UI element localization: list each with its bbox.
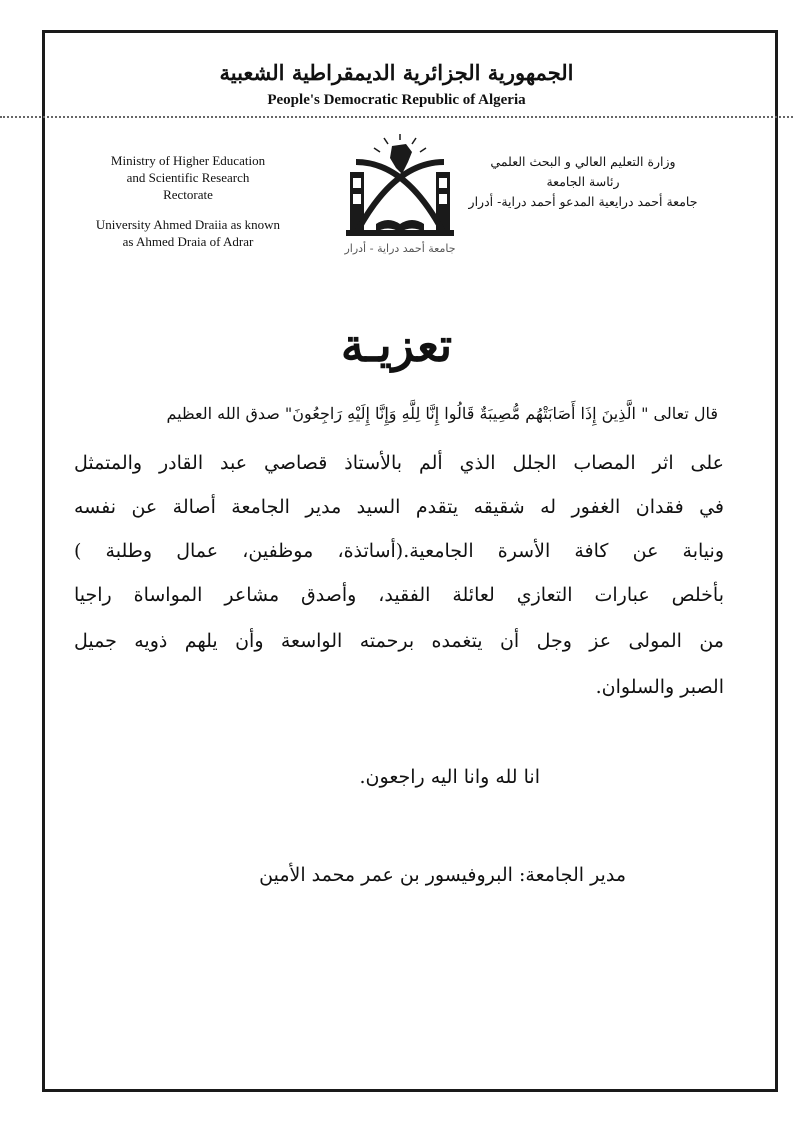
university-line: as Ahmed Draia of Adrar xyxy=(122,234,254,249)
quran-verse: قال تعالى " الَّذِينَ إِذَا أَصَابَتْهُم مُّصِيبَةٌ قَالُوا إِنَّا لِلَّهِ وَإِنَّا إِلَيْهِ رَاجِعُونَ" صدق الله العظيم xyxy=(166,404,718,423)
body-line-4: بأخلص عبارات التعازي لعائلة الفقيد، وأصدق مشاعر المواساة راجيا xyxy=(74,584,724,606)
logo-caption: جامعة أحمد دراية - أدرار xyxy=(344,242,456,255)
body-line-5: من المولى عز وجل أن يتغمده برحمته الواسعة وأن يلهم ذويه جميل xyxy=(74,630,724,652)
republic-title-english: People's Democratic Republic of Algeria xyxy=(267,92,526,108)
university-logo-icon xyxy=(340,132,460,260)
body-line-2: في فقدان الغفور له شقيقه يتقدم السيد مدير الجامعة أصالة عن نفسه xyxy=(74,496,724,518)
closing-phrase: انا لله وانا اليه راجعون. xyxy=(359,766,540,788)
ministry-block-arabic xyxy=(443,152,723,212)
university-line: University Ahmed Draiia as known xyxy=(95,217,281,232)
ministry-line: and Scientific Research xyxy=(126,170,250,185)
body-line-3: ونيابة عن كافة الأسرة الجامعية.(أساتذة، موظفين، عمال وطلبة ) xyxy=(74,540,724,562)
body-line-6: الصبر والسلوان. xyxy=(595,676,724,698)
rectorate-line: Rectorate xyxy=(163,187,213,202)
ministry-block-english xyxy=(78,152,298,250)
republic-title-arabic: الجمهورية الجزائرية الديمقراطية الشعبية xyxy=(219,60,574,85)
rectorate-line: رئاسة الجامعة xyxy=(546,174,620,189)
ministry-line: وزارة التعليم العالي و البحث العلمي xyxy=(490,154,676,169)
document-title: تعزيـة xyxy=(340,318,453,372)
header-divider xyxy=(0,116,793,118)
university-line: جامعة أحمد درايعية المدعو أحمد دراية- أدرار xyxy=(468,194,698,209)
signature-line: مدير الجامعة: البروفيسور بن عمر محمد الأمين xyxy=(259,864,626,886)
ministry-line: Ministry of Higher Education xyxy=(110,153,266,168)
body-line-1: على اثر المصاب الجلل الذي ألم بالأستاذ قصاصي عبد القادر والمتمثل xyxy=(74,452,724,474)
